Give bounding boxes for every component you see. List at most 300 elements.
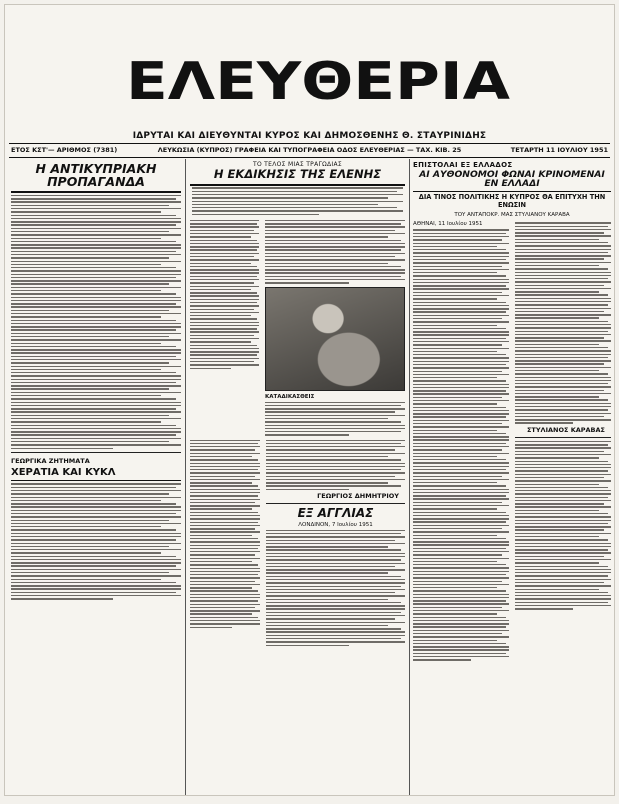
text-line <box>190 505 260 506</box>
text-line <box>515 242 608 243</box>
text-line <box>11 592 176 593</box>
text-line <box>413 377 497 378</box>
text-line <box>190 341 251 342</box>
text-line <box>413 272 497 273</box>
text-line <box>190 322 259 323</box>
text-line <box>413 285 506 286</box>
text-line <box>266 576 401 577</box>
text-line <box>413 266 502 267</box>
text-line <box>515 360 611 361</box>
text-line <box>413 305 509 306</box>
text-line <box>190 538 258 539</box>
text-line <box>413 659 471 660</box>
text-line <box>515 506 611 507</box>
text-line <box>11 303 176 304</box>
text-line <box>11 572 169 573</box>
text-line <box>190 223 257 224</box>
text-line <box>190 620 260 621</box>
text-line <box>190 499 260 500</box>
text-line <box>190 479 260 480</box>
text-line <box>413 354 506 355</box>
text-line <box>11 195 181 196</box>
text-line <box>190 440 260 441</box>
text-line <box>413 620 509 621</box>
text-line <box>413 643 506 644</box>
text-line <box>413 558 509 559</box>
text-line <box>265 256 395 257</box>
text-line <box>413 548 506 549</box>
text-line <box>515 500 611 501</box>
text-line <box>190 279 259 280</box>
text-line <box>11 287 181 288</box>
text-line <box>413 318 502 319</box>
text-line <box>11 382 176 383</box>
article-body <box>515 441 611 610</box>
text-line <box>413 472 509 473</box>
article-body <box>266 440 405 491</box>
text-line <box>515 383 608 384</box>
text-line <box>413 348 509 349</box>
text-line <box>413 574 506 575</box>
text-line <box>515 487 608 488</box>
text-line <box>515 340 611 341</box>
text-line <box>413 449 502 450</box>
right-subheadline: ΔΙΑ ΤΙΝΟΣ ΠΟΛΙΤΙΚΗΣ Η ΚΥΠΡΟΣ ΘΑ ΕΠΙΤΥΧΗ ΤΗΝ ΕΝΩΣΙΝ <box>418 193 606 210</box>
text-line <box>11 293 176 294</box>
text-line <box>515 409 608 410</box>
text-line <box>11 415 169 416</box>
text-line <box>190 289 251 290</box>
text-line <box>413 479 509 480</box>
text-line <box>413 288 509 289</box>
text-line <box>265 230 395 231</box>
text-line <box>515 589 599 590</box>
right-byline: ΤΟΥ ΑΝΤΑΠΟΚΡ. ΜΑΣ ΣΤΥΛΙΑΝΟΥ ΚΑΡΑΒΑ <box>454 212 570 219</box>
text-line <box>11 234 181 235</box>
text-line <box>265 226 405 227</box>
text-line <box>413 498 509 499</box>
text-line <box>413 416 506 417</box>
text-line <box>413 239 502 240</box>
text-line <box>190 249 257 250</box>
text-line <box>11 402 181 403</box>
text-line <box>515 232 604 233</box>
text-line <box>190 269 259 270</box>
text-line <box>515 311 604 312</box>
text-line <box>515 490 611 491</box>
text-line <box>413 279 509 280</box>
text-line <box>265 279 405 280</box>
text-line <box>11 543 181 544</box>
text-line <box>192 187 403 188</box>
text-line <box>11 228 181 229</box>
text-line <box>265 272 405 273</box>
text-line <box>413 554 502 555</box>
text-line <box>11 398 176 399</box>
text-line <box>11 569 181 570</box>
text-line <box>11 215 176 216</box>
text-line <box>190 256 254 257</box>
text-line <box>266 553 405 554</box>
text-line <box>11 585 181 586</box>
text-line <box>190 515 260 516</box>
text-line <box>11 421 161 422</box>
text-line <box>413 269 509 270</box>
text-line <box>413 646 509 647</box>
text-line <box>515 470 608 471</box>
text-line <box>515 403 611 404</box>
text-line <box>266 533 401 534</box>
text-line <box>413 331 509 332</box>
text-line <box>190 230 254 231</box>
text-line <box>11 418 181 419</box>
text-line <box>11 546 169 547</box>
text-line <box>413 292 502 293</box>
text-line <box>190 581 255 582</box>
office-address: ΛΕΥΚΩΣΙΑ (ΚΥΠΡΟΣ) ΓΡΑΦΕΙΑ ΚΑΙ ΤΥΠΟΓΡΑΦΕΙΑ ΟΔΟΣ ΕΛΕΥΘΕΡΙΑΣ — ΤΑΧ. ΚΙΒ. 25 <box>157 146 462 154</box>
masthead-title: ΕΛΕΥΘΕΡΙΑ <box>126 57 511 105</box>
text-line <box>266 536 405 537</box>
text-line <box>190 600 258 601</box>
text-line <box>413 229 509 230</box>
text-line <box>11 431 181 432</box>
text-line <box>515 454 611 455</box>
text-line <box>190 443 258 444</box>
text-line <box>515 222 611 223</box>
text-line <box>190 571 260 572</box>
text-line <box>413 485 506 486</box>
text-line <box>190 253 259 254</box>
text-line <box>265 266 401 267</box>
text-line <box>190 315 251 316</box>
text-line <box>266 449 395 450</box>
text-line <box>413 400 509 401</box>
text-line <box>515 575 608 576</box>
text-line <box>266 459 401 460</box>
divider <box>266 503 405 504</box>
text-line <box>190 345 257 346</box>
newspaper-page <box>4 4 615 796</box>
text-line <box>11 333 181 334</box>
text-line <box>413 630 509 631</box>
right-dateline: ΑΘΗΝΑΙ, 11 Ιουλίου 1951 <box>413 221 483 228</box>
text-line <box>413 495 506 496</box>
text-line <box>413 338 506 339</box>
text-line <box>190 299 259 300</box>
text-line <box>265 276 401 277</box>
text-line <box>515 595 611 596</box>
text-line <box>265 431 401 432</box>
text-line <box>11 280 181 281</box>
text-line <box>190 466 260 467</box>
text-line <box>11 408 176 409</box>
text-line <box>190 604 260 605</box>
text-line <box>515 474 611 475</box>
text-line <box>515 464 611 465</box>
text-line <box>11 218 181 219</box>
text-line <box>515 386 611 387</box>
text-line <box>265 415 405 416</box>
text-line <box>11 320 176 321</box>
text-line <box>190 617 258 618</box>
text-line <box>11 598 113 599</box>
text-line <box>11 274 181 275</box>
text-line <box>515 513 608 514</box>
text-line <box>413 571 509 572</box>
article-body <box>515 222 611 424</box>
text-line <box>11 520 169 521</box>
text-line <box>413 587 497 588</box>
text-line <box>413 308 509 309</box>
text-line <box>515 608 573 609</box>
article-body <box>190 440 260 628</box>
text-line <box>413 420 509 421</box>
text-line <box>190 525 260 526</box>
text-line <box>190 528 255 529</box>
text-line <box>190 312 259 313</box>
text-line <box>515 602 608 603</box>
text-line <box>190 236 251 237</box>
text-line <box>413 439 509 440</box>
text-line <box>266 440 405 441</box>
text-line <box>413 315 509 316</box>
text-line <box>190 590 258 591</box>
text-line <box>265 402 405 403</box>
text-line <box>11 300 181 301</box>
text-line <box>190 551 260 552</box>
text-line <box>515 520 611 521</box>
text-line <box>515 331 608 332</box>
text-line <box>11 211 161 212</box>
text-line <box>190 348 259 349</box>
text-line <box>413 525 509 526</box>
text-line <box>11 595 181 596</box>
text-line <box>265 240 401 241</box>
text-line <box>11 323 181 324</box>
text-line <box>11 283 169 284</box>
text-line <box>413 233 506 234</box>
text-line <box>515 516 611 517</box>
text-line <box>413 492 509 493</box>
text-line <box>11 379 181 380</box>
text-line <box>413 249 506 250</box>
text-line <box>266 446 405 447</box>
text-line <box>11 349 181 350</box>
text-line <box>11 536 181 537</box>
text-line <box>265 259 405 260</box>
text-line <box>413 623 509 624</box>
text-line <box>265 263 388 264</box>
text-line <box>413 469 506 470</box>
text-line <box>190 351 259 352</box>
text-line <box>515 477 604 478</box>
text-line <box>413 640 497 641</box>
text-line <box>11 405 181 406</box>
text-line <box>413 328 506 329</box>
text-line <box>190 331 259 332</box>
text-line <box>265 246 405 247</box>
text-line <box>266 479 405 480</box>
text-line <box>413 462 509 463</box>
text-line <box>266 599 388 600</box>
text-line <box>515 396 599 397</box>
text-line <box>413 410 509 411</box>
text-line <box>413 512 506 513</box>
text-line <box>413 321 509 322</box>
text-line <box>515 399 608 400</box>
text-line <box>413 567 509 568</box>
photo-caption <box>265 402 405 436</box>
text-line <box>266 586 401 587</box>
text-line <box>413 357 509 358</box>
text-line <box>192 191 397 192</box>
text-line <box>266 592 395 593</box>
right-column <box>413 159 611 795</box>
text-line <box>190 522 258 523</box>
text-line <box>11 411 181 412</box>
text-line <box>515 467 611 468</box>
text-line <box>413 459 506 460</box>
text-line <box>266 546 388 547</box>
text-line <box>190 568 260 569</box>
text-line <box>190 613 252 614</box>
text-line <box>11 516 181 517</box>
text-line <box>413 252 509 253</box>
text-line <box>11 205 169 206</box>
text-line <box>265 418 388 419</box>
text-line <box>190 282 254 283</box>
text-line <box>11 238 161 239</box>
masthead-logo <box>123 57 513 105</box>
text-line <box>190 531 260 532</box>
text-line <box>190 469 258 470</box>
text-line <box>515 457 599 458</box>
text-line <box>515 556 604 557</box>
text-line <box>413 649 509 650</box>
text-line <box>413 397 502 398</box>
text-line <box>11 565 176 566</box>
text-line <box>413 403 497 404</box>
text-line <box>11 339 181 340</box>
text-line <box>265 236 388 237</box>
text-line <box>266 482 388 483</box>
text-line <box>192 214 319 215</box>
text-line <box>11 297 181 298</box>
text-line <box>11 277 176 278</box>
text-line <box>413 380 506 381</box>
text-line <box>11 539 176 540</box>
right-headline: ΑΙ ΑΥΘΟΝΟΜΟΙ ΦΩΝΑΙ ΚΡΙΝΟΜΕΝΑΙ ΕΝ ΕΛΛΑΔΙ <box>413 170 611 192</box>
right-signature: ΣΤΥΛΙΑΝΟΣ ΚΑΡΑΒΑΣ <box>526 425 605 434</box>
text-line <box>515 552 611 553</box>
text-line <box>190 558 260 559</box>
center-headline: Η ΕΚΔΙΚΗΣΙΣ ΤΗΣ ΕΛΕΝΗΣ <box>190 169 405 186</box>
text-line <box>11 352 181 353</box>
text-line <box>413 456 497 457</box>
text-line <box>413 656 509 657</box>
text-line <box>413 311 506 312</box>
text-line <box>11 506 181 507</box>
text-line <box>11 575 181 576</box>
text-line <box>11 346 176 347</box>
text-line <box>515 275 611 276</box>
text-line <box>413 518 509 519</box>
text-line <box>515 327 611 328</box>
text-line <box>515 503 604 504</box>
text-line <box>413 617 506 618</box>
text-line <box>11 336 169 337</box>
text-line <box>11 428 181 429</box>
text-line <box>11 510 181 511</box>
text-line <box>266 476 395 477</box>
text-line <box>413 584 509 585</box>
text-line <box>190 574 258 575</box>
text-line <box>515 419 611 420</box>
left-column <box>11 159 181 795</box>
text-line <box>11 244 181 245</box>
text-line <box>413 551 509 552</box>
text-line <box>413 236 509 237</box>
text-line <box>515 308 611 309</box>
text-line <box>515 334 611 335</box>
text-line <box>190 272 259 273</box>
text-line <box>190 472 260 473</box>
text-line <box>515 367 611 368</box>
text-line <box>11 264 161 265</box>
text-line <box>413 502 502 503</box>
text-line <box>11 257 169 258</box>
text-line <box>413 413 509 414</box>
text-line <box>413 528 502 529</box>
text-line <box>413 426 509 427</box>
text-line <box>413 364 506 365</box>
masthead-subtitle: ΙΔΡΥΤΑΙ ΚΑΙ ΔΙΕΥΘΥΝΤΑΙ ΚΥΡΟΣ ΚΑΙ ΔΗΜΟΣΘΕΝΗΣ Θ. ΣΤΑΥΡΙΝΙΔΗΣ <box>132 131 487 141</box>
text-line <box>515 562 599 563</box>
text-line <box>413 476 502 477</box>
text-line <box>190 305 259 306</box>
text-line <box>11 444 181 445</box>
left-headline: Η ΑΝΤΙΚΥΠΡΙΑΚΗ ΠΡΟΠΑΓΑΝΔΑ <box>11 163 181 193</box>
text-line <box>515 380 611 381</box>
text-line <box>413 508 497 509</box>
text-line <box>413 390 506 391</box>
text-line <box>515 451 604 452</box>
text-line <box>266 559 401 560</box>
text-line <box>515 493 611 494</box>
text-line <box>413 594 509 595</box>
text-line <box>515 298 611 299</box>
text-line <box>192 194 403 195</box>
text-line <box>515 314 611 315</box>
text-line <box>515 288 611 289</box>
text-line <box>11 395 161 396</box>
text-line <box>266 612 401 613</box>
text-line <box>413 282 509 283</box>
text-line <box>413 636 509 637</box>
text-line <box>190 607 255 608</box>
text-line <box>190 453 260 454</box>
text-line <box>11 559 181 560</box>
text-line <box>190 309 254 310</box>
text-line <box>265 434 349 435</box>
text-line <box>413 597 509 598</box>
text-line <box>190 482 252 483</box>
text-line <box>413 256 509 257</box>
text-line <box>413 561 497 562</box>
text-line <box>515 272 611 273</box>
text-line <box>190 449 255 450</box>
text-line <box>11 497 181 498</box>
